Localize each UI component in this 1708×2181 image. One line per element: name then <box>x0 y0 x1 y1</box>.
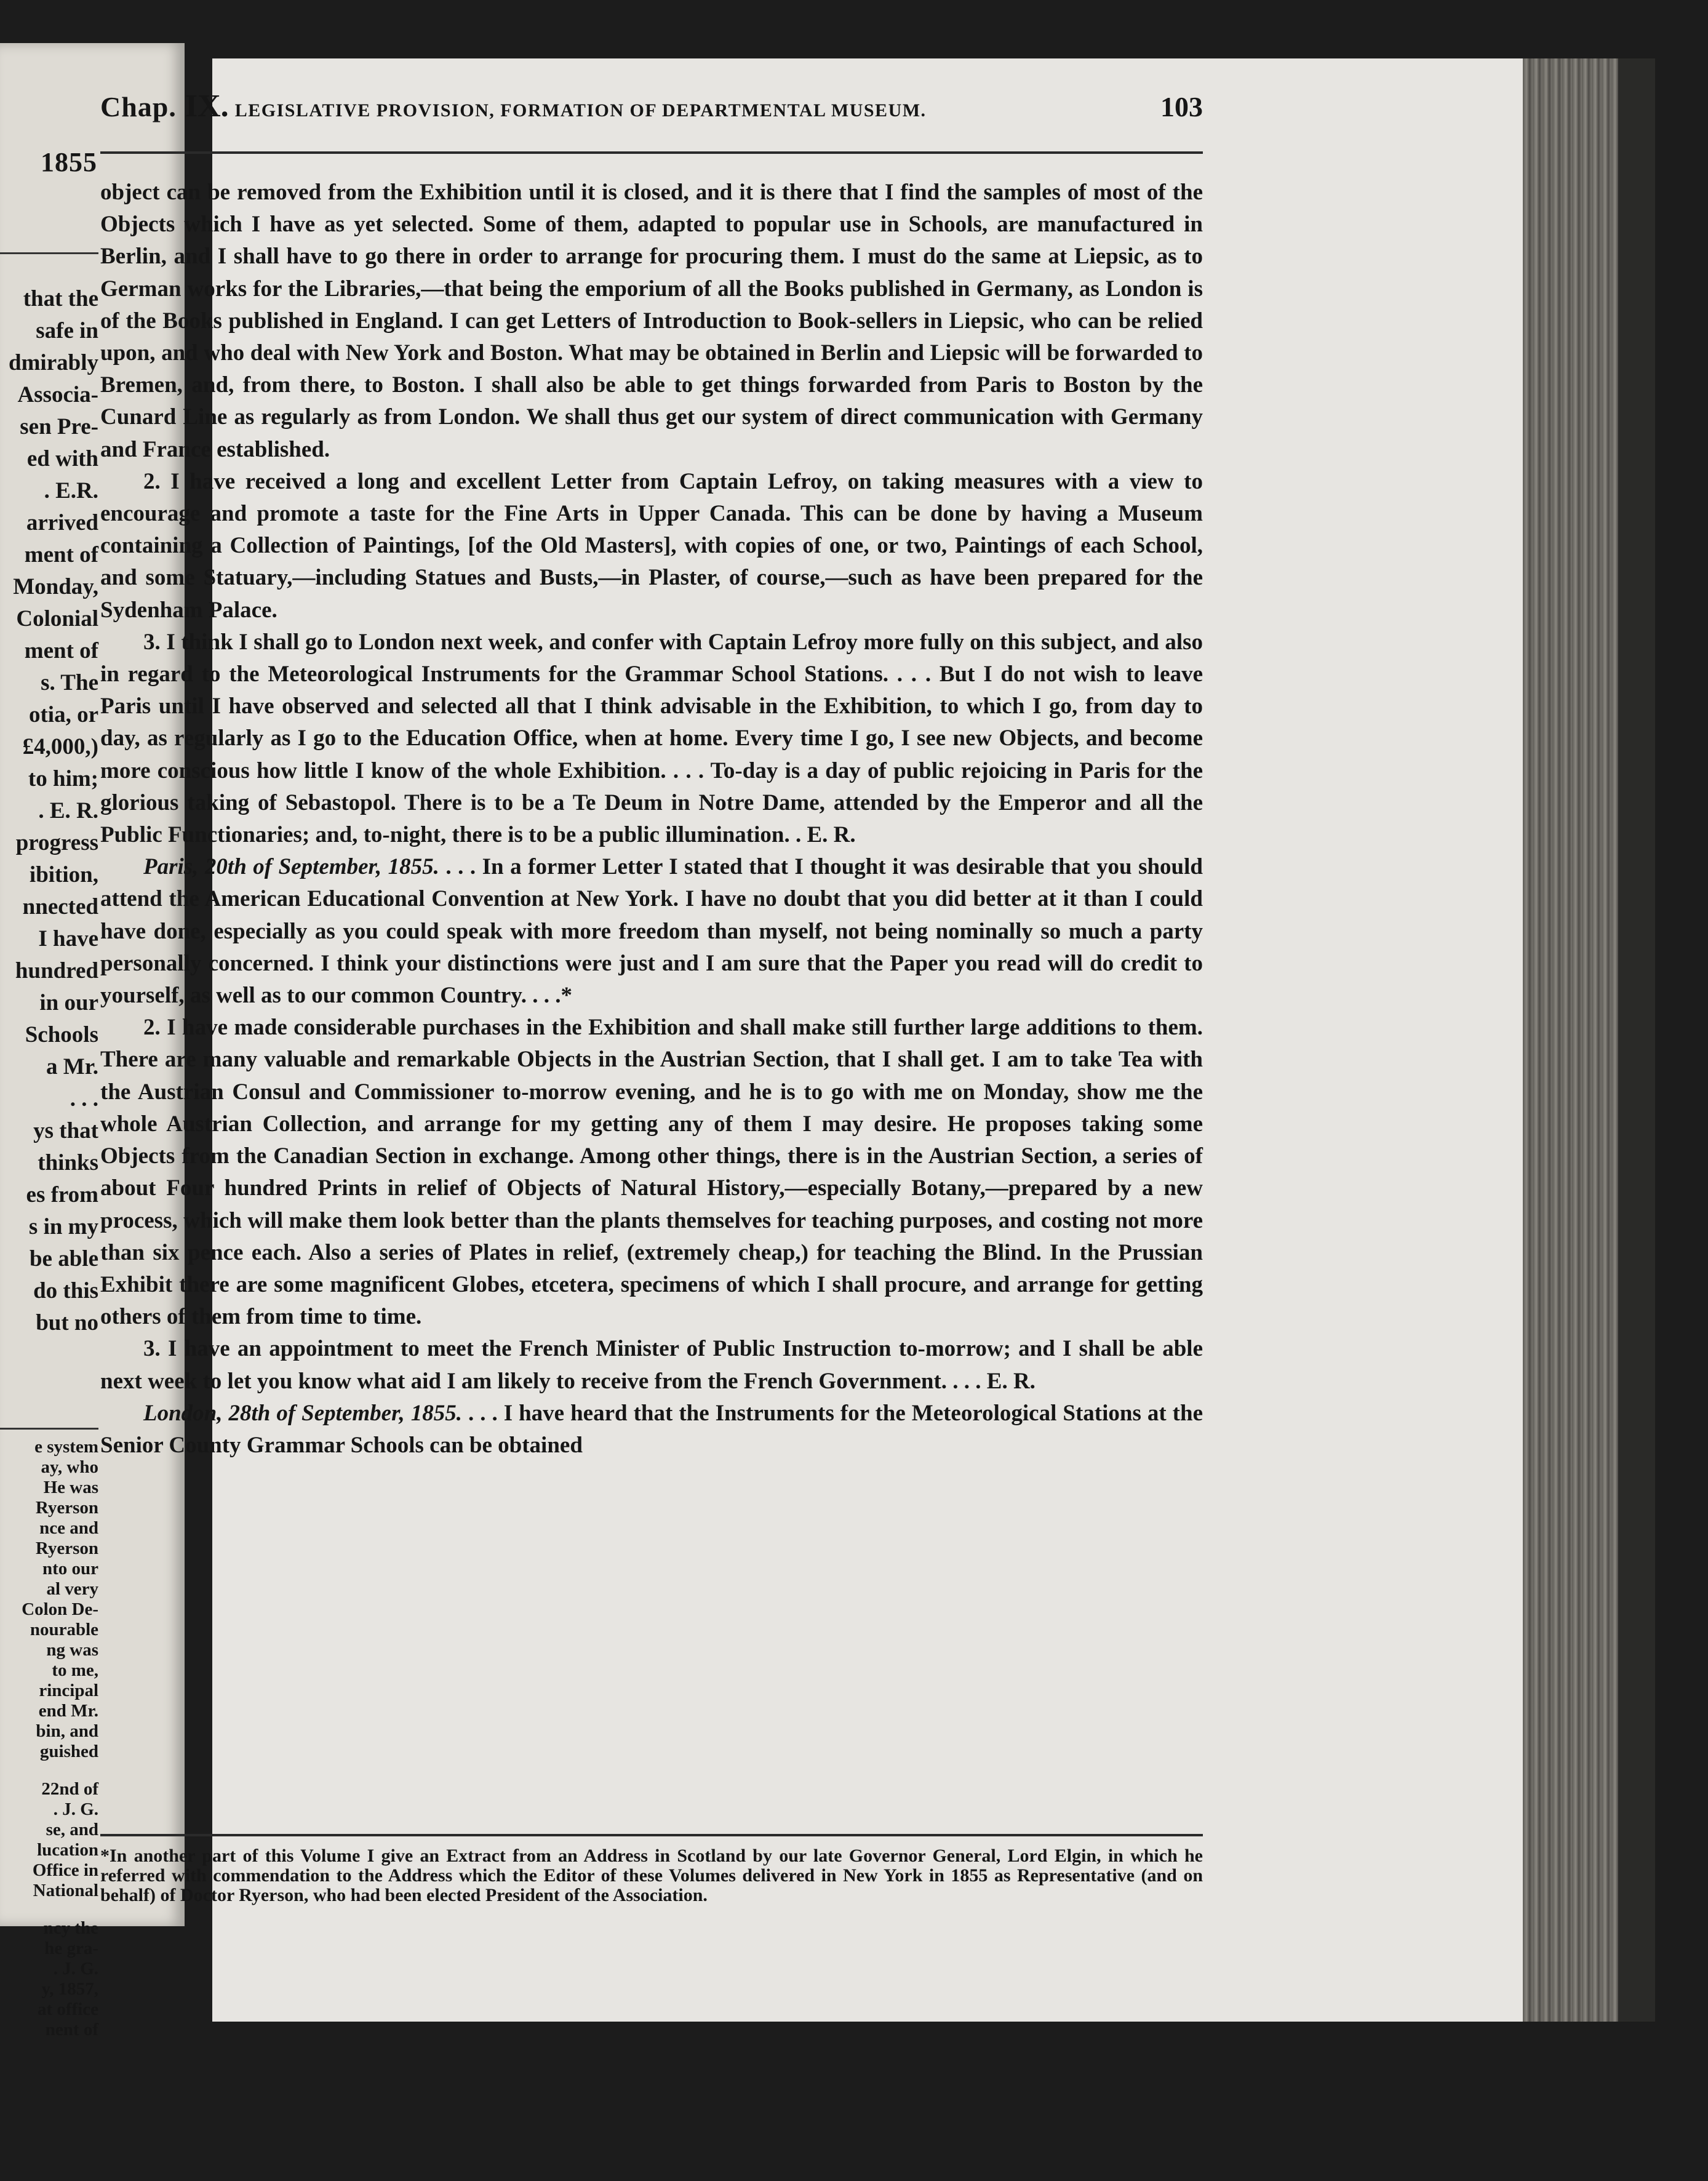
footnote: *In another part of this Volume I give an Extract from an Address in Scotland by our late Governor General, Lord Elgin, in which he referred with commendation to the Address which the Editor of these Volumes delivered in New York in 1855 as Representative (and on behalf) of Doctor Ryerson, who had been elected President of the Association. <box>100 1846 1203 1905</box>
previous-page-line: hundred <box>15 958 98 983</box>
previous-page-line: progress <box>15 830 98 855</box>
page-body <box>100 177 1203 1462</box>
previous-page-rule <box>0 252 98 254</box>
previous-page-note-line: Colon De- <box>22 1599 98 1619</box>
previous-page-line: arrived <box>26 510 98 535</box>
previous-page-note-line: at office <box>37 1999 98 2019</box>
previous-page-line: es from <box>26 1182 98 1207</box>
previous-page-note-line: he gra- <box>44 1939 98 1958</box>
page-edges <box>1523 58 1618 2022</box>
previous-page-text <box>0 283 98 1339</box>
previous-page-note-line: nent of <box>45 2020 98 2039</box>
previous-page-line: thinks <box>38 1150 98 1175</box>
header-rule <box>100 151 1203 154</box>
paragraph: object can be removed from the Exhibition until it is closed, and it is there that I find the samples of most of the Objects which I have as yet selected. Some of them, adapted to popular use in Schools, are manufactured in Berlin, and I shall have to go there in order to arrange for procuring them. I must do the same at Liepsic, as to German works for the Libraries,—that being the emporium of all the Books published in Germany, as London is of the Books published in England. I can get Letters of Introduction to Book-sellers in Liepsic, who can be relied upon, and who deal with New York and Boston. What may be obtained in Berlin and Liepsic will be forwarded to Bremen, and, from there, to Boston. I shall also be able to get things forwarded from Paris to Boston by the Cunard Line as regularly as from London. We shall thus get our system of direct communication with Germany and France established. <box>100 180 1203 462</box>
previous-page-line: in our <box>39 990 98 1015</box>
paragraph: 3. I think I shall go to London next week, and confer with Captain Lefroy more fully on this subject, and also in regard to the Meteorological Instruments for the Grammar School Stations. . . . But I do not wish to leave Paris until I have observed and selected all that I think advisable in the Exhibition, to which I go, from day to day, as regularly as I go to the Education Office, when at home. Every time I go, I see new Objects, and become more conscious how little I know of the whole Exhibition. . . . To-day is a day of public rejoicing in Paris for the glorious taking of Sebastopol. There is to be a Te Deum in Notre Dame, attended by the Emperor and all the Public Functionaries; and, to-night, there is to be a public illumination. . E. R. <box>100 629 1203 848</box>
book-cover-edge <box>1618 58 1655 2022</box>
previous-page-note-line: bin, and <box>36 1721 98 1741</box>
previous-page-line: s in my <box>28 1214 98 1239</box>
previous-page-line: nnected <box>22 894 98 919</box>
previous-page-note-line: . J. G. <box>53 1799 98 1819</box>
previous-page-line: ment of <box>24 638 98 663</box>
previous-page-line: otia, or <box>28 702 98 727</box>
previous-page-line: but no <box>36 1310 98 1335</box>
chapter-number: IX. <box>185 89 229 124</box>
chapter-label: Chap. <box>100 91 177 122</box>
paragraph: London, 28th of September, 1855. . . . I have heard that the Instruments for the Meteorological Stations at the Senior County Grammar Schools can be obtained <box>100 1400 1203 1458</box>
previous-page-note-line: to me, <box>52 1660 98 1680</box>
previous-page-line: do this <box>33 1278 98 1303</box>
previous-page-footnotes <box>0 1437 98 2040</box>
previous-page-note-line: ng was <box>46 1640 98 1660</box>
previous-page-line: to him; <box>28 766 98 791</box>
paragraph: 2. I have received a long and excellent Letter from Captain Lefroy, on taking measures with a view to encourage and promote a taste for the Fine Arts in Upper Canada. This can be done by having a Museum containing a Collection of Paintings, [of the Old Masters], with copies of one, or two, Paintings of each School, and some Statuary,—including Statues and Busts,—in Plaster, of course,—such as have been prepared for the Sydenham Palace. <box>100 468 1203 623</box>
previous-page-line: Associa- <box>17 382 98 407</box>
paragraph: 3. I have an appointment to meet the French Minister of Public Instruction to-morrow; and I shall be able next week to let you know what aid I am likely to receive from the French Government. . . . E. R. <box>100 1336 1203 1394</box>
previous-page-line: a Mr. <box>46 1054 98 1079</box>
previous-page-footnote-rule <box>0 1428 98 1430</box>
previous-page-line: s. The <box>41 670 98 695</box>
running-title: LEGISLATIVE PROVISION, FORMATION OF DEPARTMENTAL MUSEUM. <box>234 100 927 121</box>
previous-page-note-line: se, and <box>46 1820 98 1839</box>
previous-page-note-line: end Mr. <box>38 1701 98 1721</box>
previous-page-line: Schools <box>25 1022 98 1047</box>
previous-page-note-line: nourable <box>30 1620 98 1639</box>
previous-page-year: 1855 <box>41 147 97 177</box>
previous-page-note-line: y, 1857, <box>41 1979 98 1999</box>
previous-page-note-line: rincipal <box>39 1681 98 1700</box>
footnote-rule <box>100 1834 1203 1836</box>
previous-page-line: ibition, <box>29 862 98 887</box>
previous-page-line: Colonial <box>16 606 98 631</box>
previous-page-line: ys that <box>33 1118 98 1143</box>
previous-page-note-line: al very <box>46 1579 98 1599</box>
previous-page-note-line <box>0 1901 98 1918</box>
previous-page-line: safe in <box>36 318 98 343</box>
previous-page-line: . E. R. <box>38 798 98 823</box>
previous-page-line: ment of <box>24 542 98 567</box>
previous-page-note-line: guished <box>39 1742 98 1761</box>
previous-page-note-line: ay, who <box>41 1457 98 1477</box>
previous-page-line: be able <box>29 1246 98 1271</box>
previous-page-line: £4,000,) <box>22 734 98 759</box>
previous-page-note-line <box>0 1762 98 1779</box>
page-number: 103 <box>1160 91 1203 122</box>
previous-page-line: . E.R. <box>44 478 98 503</box>
previous-page-note-line: e system <box>34 1437 98 1457</box>
previous-page-note-line: lucation <box>37 1840 98 1860</box>
previous-page-line: Monday, <box>13 574 98 599</box>
previous-page-note-line: He was <box>43 1478 98 1497</box>
paragraph: 2. I have made considerable purchases in the Exhibition and shall make still further large additions to them. There are many valuable and remarkable Objects in the Austrian Section, that I shall get. I am to take Tea with the Austrian Consul and Commissioner to-morrow evening, and he is to go with me on Monday, show me the whole Austrian Collection, and arrange for my getting any of them I may desire. He proposes taking some Objects from the Canadian Section in exchange. Among other things, there is in the Austrian Section, a series of about Four hundred Prints in relief of Objects of Natural History,—especially Botany,—prepared by a new process, which will make them look better than the plants themselves for teaching purposes, and costing not more than six pence each. Also a series of Plates in relief, (extremely cheap,) for teaching the Blind. In the Prussian Exhibit there are some magnificent Globes, etcetera, specimens of which I shall procure, and arrange for getting others of them from time to time. <box>100 1015 1203 1330</box>
previous-page-line: I have <box>38 926 98 951</box>
previous-page-line: ed with <box>26 446 98 471</box>
letter-date: London, 28th of September, 1855. <box>143 1400 462 1426</box>
previous-page-note-line: nto our <box>42 1559 98 1579</box>
previous-page-line: . . . <box>70 1086 98 1111</box>
previous-page-note-line: National <box>33 1881 98 1900</box>
letter-date: Paris, 20th of September, 1855. <box>143 854 439 880</box>
previous-page-line: that the <box>23 286 98 311</box>
previous-page-note-line: Ryerson <box>35 1539 98 1558</box>
previous-page-note-line: nce and <box>39 1518 98 1538</box>
previous-page-note-line: Office in <box>32 1860 98 1880</box>
paragraph: Paris, 20th of September, 1855. . . . In a former Letter I stated that I thought it was desirable that you should attend the American Educational Convention at New York. I have no doubt that you did better at it than I could have done, especially as you could speak with more freedom than myself, not being nominally so much a party personally concerned. I think your distinctions were just and I am sure that the Paper you read will do credit to yourself, as well as to our common Country. . . .* <box>100 854 1203 1009</box>
previous-page-note-line: 22nd of <box>41 1779 98 1799</box>
previous-page-note-line: ncy the <box>43 1918 98 1938</box>
previous-page-note-line: Ryerson <box>35 1498 98 1518</box>
previous-page-line: sen Pre- <box>20 414 98 439</box>
previous-page-line: dmirably <box>9 350 98 375</box>
page-header <box>100 88 1203 125</box>
previous-page-note-line: . J. G. <box>53 1959 98 1979</box>
